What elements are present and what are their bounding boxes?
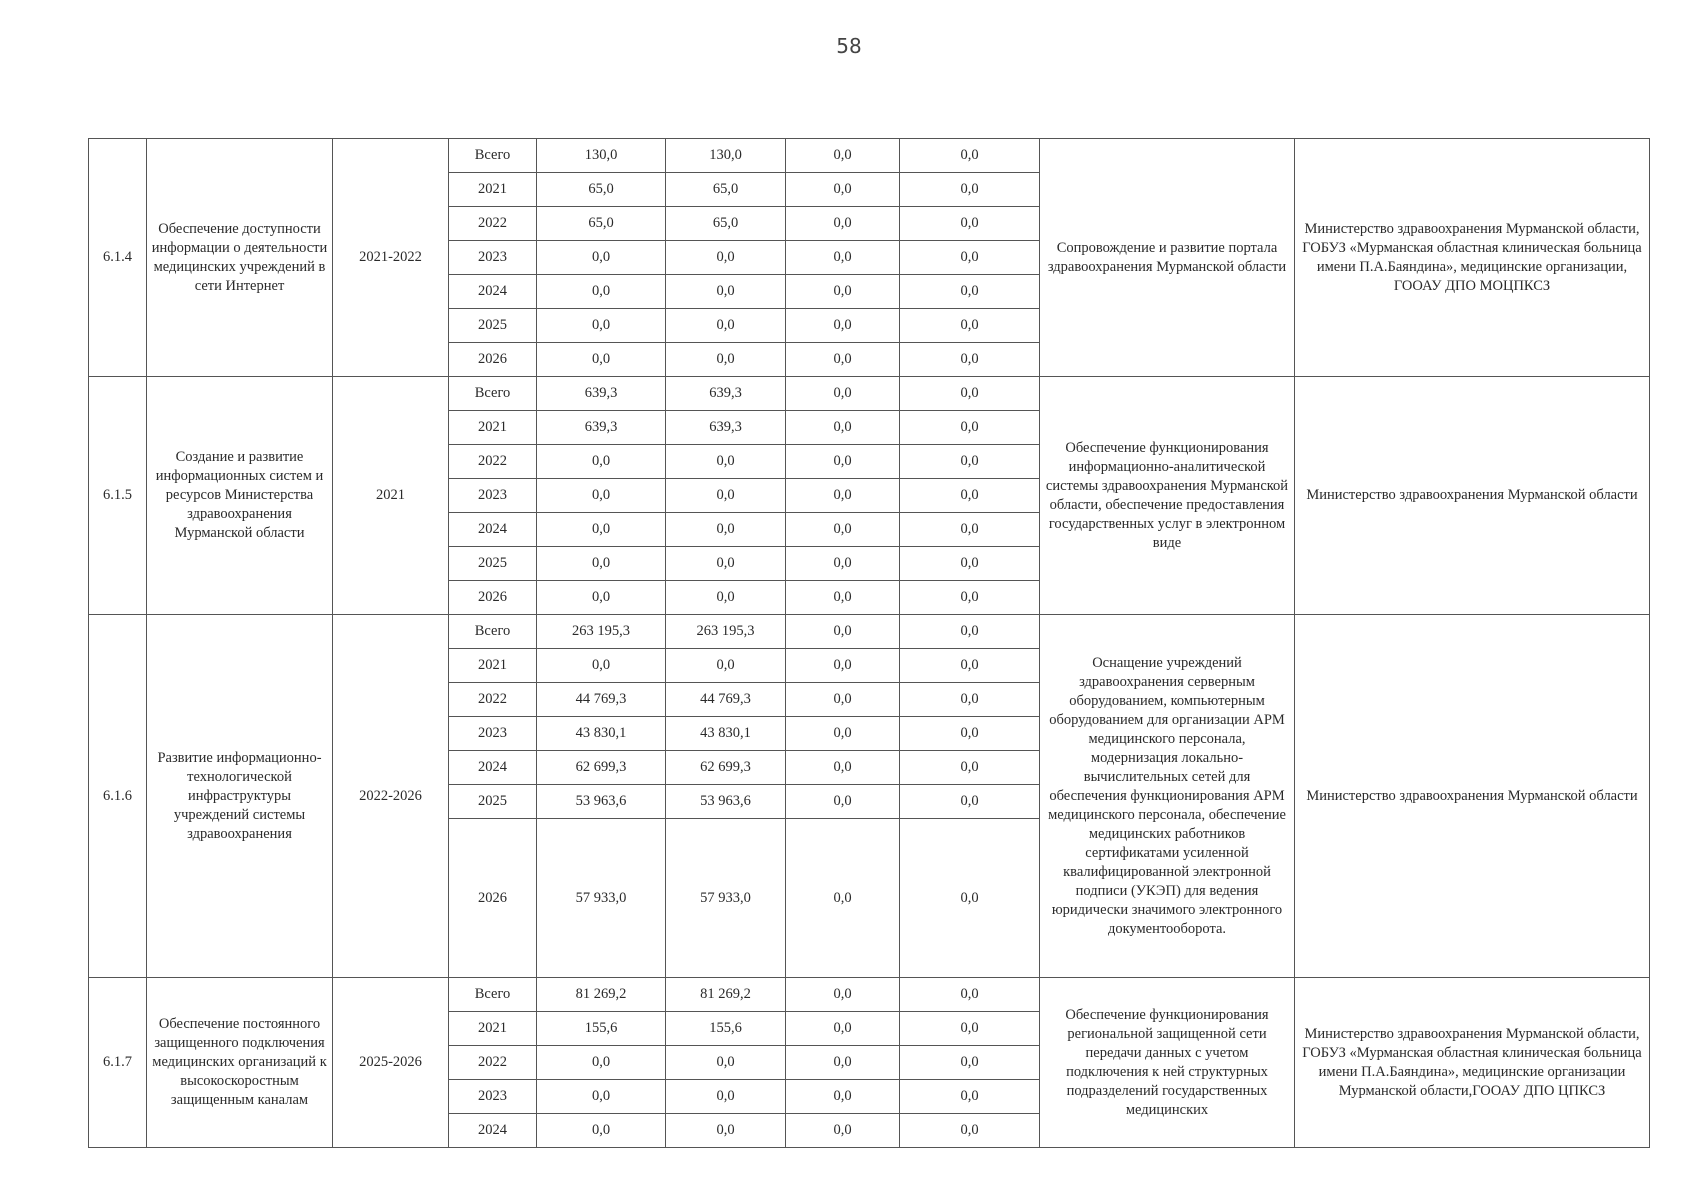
year-cell: 2026 <box>449 819 537 978</box>
amount-cell: 0,0 <box>900 683 1040 717</box>
amount-cell: 0,0 <box>786 615 900 649</box>
amount-cell: 0,0 <box>786 1046 900 1080</box>
year-cell: 2021 <box>449 1012 537 1046</box>
amount-cell: 0,0 <box>666 275 786 309</box>
amount-cell: 0,0 <box>900 649 1040 683</box>
amount-cell: 0,0 <box>666 1080 786 1114</box>
measure-period: 2022-2026 <box>333 615 449 978</box>
amount-cell: 0,0 <box>786 683 900 717</box>
amount-cell: 0,0 <box>900 581 1040 615</box>
expected-result: Обеспечение функционирования информационно-аналитической системы здравоохранения Мурманской области, обеспечение предоставления государственных услуг в электронном виде <box>1040 377 1295 615</box>
amount-cell: 0,0 <box>666 479 786 513</box>
amount-cell: 0,0 <box>900 978 1040 1012</box>
amount-cell: 65,0 <box>537 207 666 241</box>
amount-cell: 81 269,2 <box>537 978 666 1012</box>
amount-cell: 0,0 <box>900 309 1040 343</box>
amount-cell: 57 933,0 <box>537 819 666 978</box>
amount-cell: 0,0 <box>900 275 1040 309</box>
amount-cell: 0,0 <box>900 1114 1040 1148</box>
amount-cell: 0,0 <box>537 547 666 581</box>
year-cell: 2026 <box>449 581 537 615</box>
amount-cell: 0,0 <box>900 513 1040 547</box>
amount-cell: 0,0 <box>786 309 900 343</box>
amount-cell: 263 195,3 <box>666 615 786 649</box>
measure-period: 2021-2022 <box>333 139 449 377</box>
year-cell: Всего <box>449 978 537 1012</box>
amount-cell: 639,3 <box>666 411 786 445</box>
amount-cell: 53 963,6 <box>537 785 666 819</box>
amount-cell: 81 269,2 <box>666 978 786 1012</box>
amount-cell: 639,3 <box>666 377 786 411</box>
amount-cell: 639,3 <box>537 411 666 445</box>
amount-cell: 0,0 <box>786 411 900 445</box>
amount-cell: 130,0 <box>537 139 666 173</box>
amount-cell: 639,3 <box>537 377 666 411</box>
amount-cell: 0,0 <box>900 377 1040 411</box>
table-row <box>89 377 1650 411</box>
amount-cell: 155,6 <box>537 1012 666 1046</box>
amount-cell: 130,0 <box>666 139 786 173</box>
page-number: 58 <box>836 34 862 58</box>
amount-cell: 0,0 <box>900 717 1040 751</box>
year-cell: 2022 <box>449 207 537 241</box>
table-row <box>89 615 1650 649</box>
amount-cell: 57 933,0 <box>666 819 786 978</box>
year-cell: 2022 <box>449 445 537 479</box>
amount-cell: 44 769,3 <box>666 683 786 717</box>
responsible-executor: Министерство здравоохранения Мурманской области <box>1295 377 1650 615</box>
funding-table <box>88 138 1650 1148</box>
year-cell: 2025 <box>449 547 537 581</box>
year-cell: 2024 <box>449 1114 537 1148</box>
measure-code: 6.1.6 <box>89 615 147 978</box>
amount-cell: 0,0 <box>900 785 1040 819</box>
amount-cell: 0,0 <box>786 241 900 275</box>
amount-cell: 62 699,3 <box>537 751 666 785</box>
amount-cell: 65,0 <box>666 173 786 207</box>
amount-cell: 0,0 <box>666 649 786 683</box>
amount-cell: 0,0 <box>786 513 900 547</box>
amount-cell: 0,0 <box>666 309 786 343</box>
amount-cell: 0,0 <box>786 275 900 309</box>
year-cell: 2021 <box>449 411 537 445</box>
amount-cell: 0,0 <box>666 581 786 615</box>
amount-cell: 65,0 <box>537 173 666 207</box>
year-cell: 2023 <box>449 1080 537 1114</box>
amount-cell: 0,0 <box>786 139 900 173</box>
amount-cell: 0,0 <box>786 479 900 513</box>
amount-cell: 0,0 <box>786 717 900 751</box>
amount-cell: 0,0 <box>786 173 900 207</box>
amount-cell: 0,0 <box>786 1012 900 1046</box>
measure-period: 2021 <box>333 377 449 615</box>
year-cell: 2023 <box>449 241 537 275</box>
amount-cell: 0,0 <box>537 309 666 343</box>
amount-cell: 0,0 <box>786 751 900 785</box>
amount-cell: 0,0 <box>537 479 666 513</box>
measure-name: Обеспечение доступности информации о деятельности медицинских учреждений в сети Интернет <box>147 139 333 377</box>
year-cell: 2023 <box>449 717 537 751</box>
measure-code: 6.1.5 <box>89 377 147 615</box>
amount-cell: 155,6 <box>666 1012 786 1046</box>
expected-result: Оснащение учреждений здравоохранения серверным оборудованием, компьютерным оборудованием для организации АРМ медицинского персонала, модернизация локально-вычислительных сетей для обеспечения функционирования АРМ медицинского персонала, обеспечение медицинских работников сертификатами усиленной квалифицированной электронной подписи (УКЭП) для ведения юридически значимого электронного документооборота. <box>1040 615 1295 978</box>
amount-cell: 0,0 <box>900 547 1040 581</box>
amount-cell: 65,0 <box>666 207 786 241</box>
amount-cell: 0,0 <box>900 241 1040 275</box>
amount-cell: 0,0 <box>537 1046 666 1080</box>
year-cell: 2024 <box>449 275 537 309</box>
year-cell: 2024 <box>449 751 537 785</box>
amount-cell: 43 830,1 <box>537 717 666 751</box>
amount-cell: 0,0 <box>666 445 786 479</box>
measure-name: Обеспечение постоянного защищенного подключения медицинских организаций к высокоскоростным защищенным каналам <box>147 978 333 1148</box>
amount-cell: 0,0 <box>537 241 666 275</box>
year-cell: 2024 <box>449 513 537 547</box>
measure-name: Развитие информационно-технологической инфраструктуры учреждений системы здравоохранения <box>147 615 333 978</box>
amount-cell: 0,0 <box>786 547 900 581</box>
amount-cell: 0,0 <box>900 139 1040 173</box>
amount-cell: 0,0 <box>786 649 900 683</box>
year-cell: 2021 <box>449 649 537 683</box>
amount-cell: 0,0 <box>537 513 666 547</box>
amount-cell: 0,0 <box>786 343 900 377</box>
amount-cell: 0,0 <box>537 581 666 615</box>
amount-cell: 0,0 <box>537 1080 666 1114</box>
amount-cell: 0,0 <box>666 1046 786 1080</box>
amount-cell: 0,0 <box>900 615 1040 649</box>
amount-cell: 0,0 <box>666 547 786 581</box>
amount-cell: 62 699,3 <box>666 751 786 785</box>
amount-cell: 43 830,1 <box>666 717 786 751</box>
table-row <box>89 978 1650 1012</box>
amount-cell: 0,0 <box>900 411 1040 445</box>
amount-cell: 0,0 <box>786 1114 900 1148</box>
amount-cell: 0,0 <box>900 819 1040 978</box>
responsible-executor: Министерство здравоохранения Мурманской области <box>1295 615 1650 978</box>
amount-cell: 0,0 <box>537 1114 666 1148</box>
measure-period: 2025-2026 <box>333 978 449 1148</box>
amount-cell: 0,0 <box>666 1114 786 1148</box>
amount-cell: 0,0 <box>786 978 900 1012</box>
year-cell: 2026 <box>449 343 537 377</box>
amount-cell: 0,0 <box>537 445 666 479</box>
amount-cell: 0,0 <box>666 513 786 547</box>
amount-cell: 0,0 <box>666 343 786 377</box>
year-cell: 2025 <box>449 309 537 343</box>
amount-cell: 0,0 <box>900 479 1040 513</box>
amount-cell: 0,0 <box>786 819 900 978</box>
expected-result: Обеспечение функционирования региональной защищенной сети передачи данных с учетом подключения к ней структурных подразделений государственных медицинских <box>1040 978 1295 1148</box>
amount-cell: 0,0 <box>786 445 900 479</box>
responsible-executor: Министерство здравоохранения Мурманской области, ГОБУЗ «Мурманская областная клиническая больница имени П.А.Баяндина», медицинские организации Мурманской области,ГООАУ ДПО ЦПКСЗ <box>1295 978 1650 1148</box>
amount-cell: 0,0 <box>900 751 1040 785</box>
amount-cell: 0,0 <box>900 173 1040 207</box>
measure-name: Создание и развитие информационных систем и ресурсов Министерства здравоохранения Мурманской области <box>147 377 333 615</box>
year-cell: Всего <box>449 139 537 173</box>
expected-result: Сопровождение и развитие портала здравоохранения Мурманской области <box>1040 139 1295 377</box>
amount-cell: 53 963,6 <box>666 785 786 819</box>
amount-cell: 0,0 <box>786 207 900 241</box>
amount-cell: 0,0 <box>786 785 900 819</box>
amount-cell: 0,0 <box>900 1012 1040 1046</box>
amount-cell: 0,0 <box>900 1080 1040 1114</box>
measure-code: 6.1.4 <box>89 139 147 377</box>
amount-cell: 0,0 <box>900 207 1040 241</box>
amount-cell: 0,0 <box>900 343 1040 377</box>
amount-cell: 0,0 <box>786 581 900 615</box>
amount-cell: 0,0 <box>786 1080 900 1114</box>
year-cell: 2025 <box>449 785 537 819</box>
year-cell: 2021 <box>449 173 537 207</box>
amount-cell: 44 769,3 <box>537 683 666 717</box>
amount-cell: 263 195,3 <box>537 615 666 649</box>
year-cell: 2022 <box>449 683 537 717</box>
table-row <box>89 139 1650 173</box>
year-cell: 2023 <box>449 479 537 513</box>
amount-cell: 0,0 <box>666 241 786 275</box>
amount-cell: 0,0 <box>537 343 666 377</box>
amount-cell: 0,0 <box>537 649 666 683</box>
year-cell: Всего <box>449 377 537 411</box>
amount-cell: 0,0 <box>537 275 666 309</box>
amount-cell: 0,0 <box>786 377 900 411</box>
amount-cell: 0,0 <box>900 445 1040 479</box>
measure-code: 6.1.7 <box>89 978 147 1148</box>
responsible-executor: Министерство здравоохранения Мурманской области, ГОБУЗ «Мурманская областная клиническая больница имени П.А.Баяндина», медицинские организации, ГООАУ ДПО МОЦПКСЗ <box>1295 139 1650 377</box>
year-cell: Всего <box>449 615 537 649</box>
year-cell: 2022 <box>449 1046 537 1080</box>
amount-cell: 0,0 <box>900 1046 1040 1080</box>
